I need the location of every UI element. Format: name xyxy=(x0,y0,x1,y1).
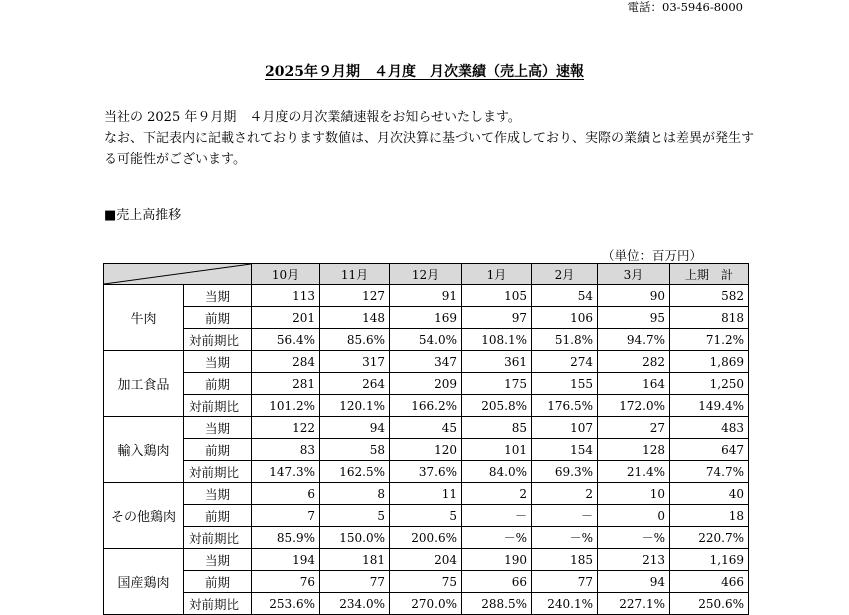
value-cell: 0 xyxy=(598,505,670,527)
value-cell: 281 xyxy=(252,373,320,395)
row-label-prior: 前期 xyxy=(184,439,252,461)
value-cell: 10 xyxy=(598,483,670,505)
value-cell: 147.3% xyxy=(252,461,320,483)
value-cell: 6 xyxy=(252,483,320,505)
value-cell: 162.5% xyxy=(320,461,390,483)
value-cell: －% xyxy=(532,527,598,549)
value-cell: 234.0% xyxy=(320,593,390,615)
value-cell: 317 xyxy=(320,351,390,373)
table-row xyxy=(104,439,749,461)
value-cell: 105 xyxy=(462,285,532,307)
total-cell: 250.6% xyxy=(670,593,749,615)
category-label: 加工食品 xyxy=(104,351,184,417)
value-cell: 75 xyxy=(390,571,462,593)
value-cell: 253.6% xyxy=(252,593,320,615)
value-cell: 45 xyxy=(390,417,462,439)
value-cell: 69.3% xyxy=(532,461,598,483)
value-cell: 150.0% xyxy=(320,527,390,549)
value-cell: 85 xyxy=(462,417,532,439)
intro-paragraph-1: 当社の 2025 年９月期 ４月度の月次業績速報をお知らせいたします。 xyxy=(104,110,521,125)
month-header: 12月 xyxy=(390,264,462,285)
month-header: 2月 xyxy=(532,264,598,285)
value-cell: 155 xyxy=(532,373,598,395)
value-cell: 77 xyxy=(320,571,390,593)
value-cell: 128 xyxy=(598,439,670,461)
value-cell: 91 xyxy=(390,285,462,307)
value-cell: 120 xyxy=(390,439,462,461)
value-cell: 181 xyxy=(320,549,390,571)
total-cell: 1,169 xyxy=(670,549,749,571)
value-cell: 37.6% xyxy=(390,461,462,483)
value-cell: 240.1% xyxy=(532,593,598,615)
total-header: 上期 計 xyxy=(670,264,749,285)
value-cell: 200.6% xyxy=(390,527,462,549)
value-cell: 166.2% xyxy=(390,395,462,417)
month-header: 11月 xyxy=(320,264,390,285)
total-cell: 220.7% xyxy=(670,527,749,549)
value-cell: 176.5% xyxy=(532,395,598,417)
row-label-current: 当期 xyxy=(184,285,252,307)
row-label-prior: 前期 xyxy=(184,373,252,395)
value-cell: 164 xyxy=(598,373,670,395)
value-cell: 97 xyxy=(462,307,532,329)
value-cell: 175 xyxy=(462,373,532,395)
value-cell: 2 xyxy=(462,483,532,505)
value-cell: 270.0% xyxy=(390,593,462,615)
row-label-prior: 前期 xyxy=(184,505,252,527)
value-cell: 94 xyxy=(320,417,390,439)
value-cell: 106 xyxy=(532,307,598,329)
sales-table xyxy=(103,263,749,615)
table-row xyxy=(104,395,749,417)
value-cell: 201 xyxy=(252,307,320,329)
month-header: 10月 xyxy=(252,264,320,285)
total-cell: 74.7% xyxy=(670,461,749,483)
value-cell: 2 xyxy=(532,483,598,505)
total-cell: 483 xyxy=(670,417,749,439)
value-cell: 77 xyxy=(532,571,598,593)
total-cell: 1,250 xyxy=(670,373,749,395)
value-cell: －% xyxy=(598,527,670,549)
value-cell: 274 xyxy=(532,351,598,373)
value-cell: 90 xyxy=(598,285,670,307)
value-cell: 227.1% xyxy=(598,593,670,615)
value-cell: 347 xyxy=(390,351,462,373)
phone-number: 電話：03-5946-8000 xyxy=(627,0,743,14)
value-cell: 172.0% xyxy=(598,395,670,417)
month-header: 1月 xyxy=(462,264,532,285)
table-row xyxy=(104,593,749,615)
total-cell: 71.2% xyxy=(670,329,749,351)
value-cell: 108.1% xyxy=(462,329,532,351)
value-cell: 185 xyxy=(532,549,598,571)
total-cell: 1,869 xyxy=(670,351,749,373)
row-label-current: 当期 xyxy=(184,549,252,571)
value-cell: 66 xyxy=(462,571,532,593)
value-cell: 7 xyxy=(252,505,320,527)
value-cell: 84.0% xyxy=(462,461,532,483)
value-cell: 113 xyxy=(252,285,320,307)
value-cell: 205.8% xyxy=(462,395,532,417)
total-cell: 466 xyxy=(670,571,749,593)
row-label-prior: 前期 xyxy=(184,307,252,329)
unit-label: （単位：百万円） xyxy=(602,248,703,263)
value-cell: 101.2% xyxy=(252,395,320,417)
table-row xyxy=(104,527,749,549)
value-cell: 5 xyxy=(320,505,390,527)
row-label-ratio: 対前期比 xyxy=(184,329,252,351)
table-row xyxy=(104,417,749,439)
value-cell: 213 xyxy=(598,549,670,571)
page-title xyxy=(0,61,849,81)
value-cell: 51.8% xyxy=(532,329,598,351)
table-row xyxy=(104,373,749,395)
value-cell: 127 xyxy=(320,285,390,307)
value-cell: 95 xyxy=(598,307,670,329)
value-cell: 56.4% xyxy=(252,329,320,351)
value-cell: 8 xyxy=(320,483,390,505)
row-label-ratio: 対前期比 xyxy=(184,593,252,615)
value-cell: 85.9% xyxy=(252,527,320,549)
total-cell: 40 xyxy=(670,483,749,505)
value-cell: 85.6% xyxy=(320,329,390,351)
value-cell: 101 xyxy=(462,439,532,461)
value-cell: 284 xyxy=(252,351,320,373)
value-cell: 282 xyxy=(598,351,670,373)
value-cell: 148 xyxy=(320,307,390,329)
value-cell: 5 xyxy=(390,505,462,527)
total-cell: 647 xyxy=(670,439,749,461)
section-title: ■売上高推移 xyxy=(104,208,182,223)
table-row xyxy=(104,571,749,593)
table-row xyxy=(104,329,749,351)
value-cell: 11 xyxy=(390,483,462,505)
table-row xyxy=(104,505,749,527)
table-row xyxy=(104,461,749,483)
value-cell: 107 xyxy=(532,417,598,439)
total-cell: 818 xyxy=(670,307,749,329)
value-cell: 76 xyxy=(252,571,320,593)
value-cell: 54.0% xyxy=(390,329,462,351)
value-cell: － xyxy=(462,505,532,527)
value-cell: 209 xyxy=(390,373,462,395)
value-cell: 190 xyxy=(462,549,532,571)
table-row xyxy=(104,549,749,571)
value-cell: 122 xyxy=(252,417,320,439)
value-cell: 54 xyxy=(532,285,598,307)
page-title-text: 2025年９月期 ４月度 月次業績（売上高）速報 xyxy=(265,64,584,80)
value-cell: 83 xyxy=(252,439,320,461)
category-label: 牛肉 xyxy=(104,285,184,351)
total-cell: 18 xyxy=(670,505,749,527)
table-header-row xyxy=(104,264,749,285)
category-label: 輸入鶏肉 xyxy=(104,417,184,483)
total-cell: 582 xyxy=(670,285,749,307)
row-label-current: 当期 xyxy=(184,417,252,439)
value-cell: 361 xyxy=(462,351,532,373)
value-cell: 204 xyxy=(390,549,462,571)
value-cell: 169 xyxy=(390,307,462,329)
table-row xyxy=(104,483,749,505)
intro-paragraph-2: なお、下記表内に記載されております数値は、月次決算に基づいて作成しており、実際の業績とは差異が発生する可能性がございます。 xyxy=(104,131,755,167)
value-cell: 264 xyxy=(320,373,390,395)
value-cell: －% xyxy=(462,527,532,549)
value-cell: 21.4% xyxy=(598,461,670,483)
row-label-ratio: 対前期比 xyxy=(184,527,252,549)
value-cell: 58 xyxy=(320,439,390,461)
table-row xyxy=(104,285,749,307)
value-cell: 94 xyxy=(598,571,670,593)
row-label-current: 当期 xyxy=(184,483,252,505)
value-cell: 94.7% xyxy=(598,329,670,351)
value-cell: 154 xyxy=(532,439,598,461)
value-cell: 27 xyxy=(598,417,670,439)
row-label-current: 当期 xyxy=(184,351,252,373)
value-cell: 288.5% xyxy=(462,593,532,615)
row-label-ratio: 対前期比 xyxy=(184,461,252,483)
total-cell: 149.4% xyxy=(670,395,749,417)
value-cell: 194 xyxy=(252,549,320,571)
category-label: 国産鶏肉 xyxy=(104,549,184,615)
value-cell: － xyxy=(532,505,598,527)
diagonal-line xyxy=(104,264,251,284)
table-row xyxy=(104,351,749,373)
row-label-prior: 前期 xyxy=(184,571,252,593)
value-cell: 120.1% xyxy=(320,395,390,417)
header-corner xyxy=(104,264,252,285)
month-header: 3月 xyxy=(598,264,670,285)
table-row xyxy=(104,307,749,329)
row-label-ratio: 対前期比 xyxy=(184,395,252,417)
category-label: その他鶏肉 xyxy=(104,483,184,549)
